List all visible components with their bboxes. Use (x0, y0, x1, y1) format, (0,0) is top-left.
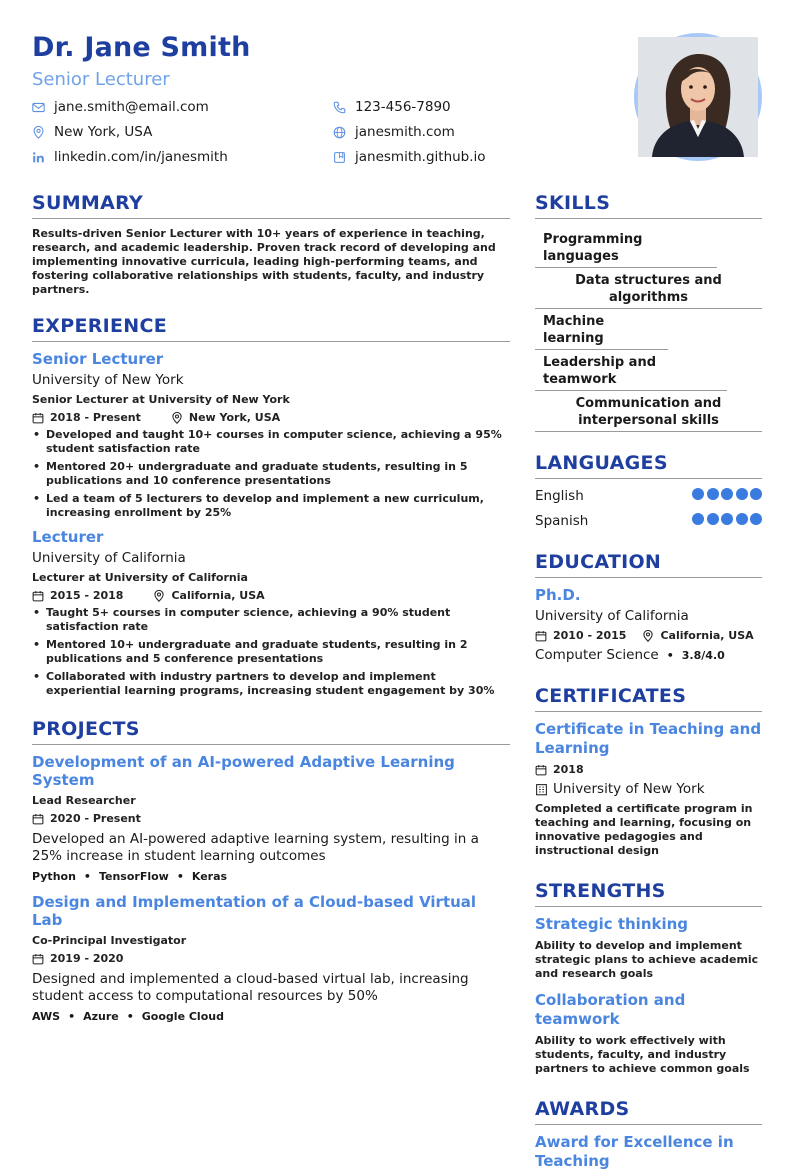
right-column (535, 192, 762, 1171)
skills-heading: SKILLS (535, 192, 762, 219)
education-field-row: Computer Science • 3.8/4.0 (535, 647, 725, 663)
contact-email[interactable] (32, 98, 333, 116)
skill-item: Leadership and teamwork (535, 350, 727, 391)
project-title: Design and Implementation of a Cloud-based Virtual Lab (32, 893, 477, 929)
contact-portfolio-text: janesmith.github.io (355, 149, 486, 165)
language-row (535, 512, 762, 529)
tag: Keras (191, 870, 228, 883)
education-location: California, USA (660, 629, 754, 642)
project-entry (32, 893, 510, 1023)
job-location: California, USA (171, 589, 265, 602)
project-dates: 2019 - 2020 (50, 952, 124, 965)
linkedin-icon (32, 151, 54, 164)
job-meta (32, 589, 510, 602)
contact-portfolio[interactable] (333, 148, 513, 166)
profile-photo (634, 33, 762, 161)
project-description: Designed and implemented a cloud-based virtual lab, increasing student access to computational resources by 50% (32, 971, 469, 1004)
project-dates: 2020 - Present (50, 812, 141, 825)
contact-linkedin-text: linkedin.com/in/janesmith (54, 149, 228, 165)
skills-list (535, 227, 762, 432)
calendar-icon (32, 590, 44, 602)
education-dates: 2010 - 2015 (553, 629, 627, 642)
education-heading: EDUCATION (535, 551, 762, 578)
awards-heading: AWARDS (535, 1098, 762, 1125)
education-meta (535, 629, 762, 642)
language-name: Spanish (535, 512, 589, 529)
list-item: • Led a team of 5 lecturers to develop and implement a new curriculum, increasing enrollment by 25% (32, 492, 510, 520)
portfolio-icon (333, 151, 355, 164)
contact-phone[interactable] (333, 98, 513, 116)
project-tags: Python • TensorFlow • Keras (32, 870, 228, 883)
job-company: University of New York (32, 372, 184, 388)
job-dates: 2018 - Present (50, 411, 141, 424)
list-item: • Mentored 10+ undergraduate and graduate students, resulting in 2 publications and 5 conference presentations (32, 638, 510, 666)
project-meta (32, 812, 510, 825)
contact-linkedin[interactable] (32, 148, 333, 166)
location-icon (642, 630, 654, 642)
list-item: • Collaborated with industry partners to develop and implement experiential learning programs, increasing student engagement by 30% (32, 670, 510, 698)
strengths-heading: STRENGTHS (535, 880, 762, 907)
candidate-title: Senior Lecturer (32, 69, 170, 90)
contact-phone-text: 123-456-7890 (355, 99, 451, 115)
calendar-icon (32, 412, 44, 424)
phone-icon (333, 101, 355, 114)
location-icon (32, 126, 54, 139)
project-entry (32, 753, 510, 883)
summary-text: Results-driven Senior Lecturer with 10+ years of experience in teaching, research, and academic leadership. Proven track record of developing and implementing innovative curricula, leading high-performing teams, and fostering collaborative relationships with students, faculty, and industry partners. (32, 227, 496, 296)
contact-website-text: janesmith.com (355, 124, 455, 140)
contact-website[interactable] (333, 123, 513, 141)
location-icon (171, 412, 183, 424)
calendar-icon (32, 953, 44, 965)
tag: Azure (83, 1010, 119, 1023)
globe-icon (333, 126, 355, 139)
award-title: Award for Excellence in Teaching (535, 1133, 734, 1170)
education-field: Computer Science (535, 647, 659, 663)
job-bullets (32, 606, 510, 698)
language-row (535, 487, 762, 504)
location-icon (153, 590, 165, 602)
contact-list (32, 98, 512, 166)
left-column (32, 192, 510, 1023)
job-title: Lecturer (32, 528, 104, 546)
job-company: University of California (32, 550, 186, 566)
calendar-icon (535, 630, 547, 642)
candidate-name: Dr. Jane Smith (32, 32, 251, 63)
skill-item: Communication and interpersonal skills (535, 391, 762, 432)
email-icon (32, 101, 54, 114)
job-entry (32, 528, 510, 698)
skill-item: Programming languages (535, 227, 717, 268)
certificate-title: Certificate in Teaching and Learning (535, 720, 762, 757)
certificate-issuer: University of New York (553, 781, 705, 797)
job-title: Senior Lecturer (32, 350, 164, 368)
skill-item: Machine learning (535, 309, 668, 350)
project-role: Lead Researcher (32, 794, 136, 807)
job-subtitle: Lecturer at University of California (32, 571, 248, 584)
list-item: • Developed and taught 10+ courses in computer science, achieving a 95% student satisfaction rate (32, 428, 510, 456)
certificate-year-row (535, 763, 762, 776)
building-icon (535, 783, 548, 796)
tag: Python (32, 870, 76, 883)
strength-title: Collaboration and teamwork (535, 991, 686, 1028)
certificate-description: Completed a certificate program in teaching and learning, focusing on innovative pedagogies and instructional design (535, 802, 753, 857)
job-subtitle: Senior Lecturer at University of New York (32, 393, 290, 406)
tag: Google Cloud (141, 1010, 224, 1023)
job-location: New York, USA (188, 411, 281, 424)
certificate-issuer-row (535, 781, 762, 797)
project-tags: AWS • Azure • Google Cloud (32, 1010, 224, 1023)
job-meta (32, 411, 510, 424)
tag: TensorFlow (98, 870, 169, 883)
education-degree: Ph.D. (535, 586, 581, 604)
education-school: University of California (535, 608, 689, 624)
projects-heading: PROJECTS (32, 718, 510, 745)
project-description: Developed an AI-powered adaptive learning system, resulting in a 25% increase in student learning outcomes (32, 831, 479, 864)
language-name: English (535, 487, 584, 504)
job-entry (32, 350, 510, 520)
strength-description: Ability to work effectively with students, faculty, and industry partners to achieve common goals (535, 1034, 750, 1075)
experience-heading: EXPERIENCE (32, 315, 510, 342)
language-level-dots (690, 513, 763, 529)
list-item: • Taught 5+ courses in computer science, achieving a 90% student satisfaction rate (32, 606, 510, 634)
list-item: • Mentored 20+ undergraduate and graduate students, resulting in 5 publications and 10 conference presentations (32, 460, 510, 488)
languages-heading: LANGUAGES (535, 452, 762, 479)
tag: AWS (32, 1010, 61, 1023)
certificates-heading: CERTIFICATES (535, 685, 762, 712)
language-level-dots (690, 488, 763, 504)
education-gpa: 3.8/4.0 (681, 649, 725, 662)
calendar-icon (535, 764, 547, 776)
certificate-year: 2018 (553, 763, 584, 776)
calendar-icon (32, 813, 44, 825)
project-meta (32, 952, 510, 965)
contact-email-text: jane.smith@email.com (54, 99, 209, 115)
contact-location-text: New York, USA (54, 124, 153, 140)
project-role: Co-Principal Investigator (32, 934, 187, 947)
strength-description: Ability to develop and implement strategic plans to achieve academic and research goals (535, 939, 759, 980)
summary-heading: SUMMARY (32, 192, 510, 219)
job-dates: 2015 - 2018 (50, 589, 124, 602)
project-title: Development of an AI-powered Adaptive Learning System (32, 753, 455, 789)
job-bullets (32, 428, 510, 520)
skill-item: Data structures and algorithms (535, 268, 762, 309)
contact-location (32, 123, 333, 141)
strength-title: Strategic thinking (535, 915, 689, 933)
